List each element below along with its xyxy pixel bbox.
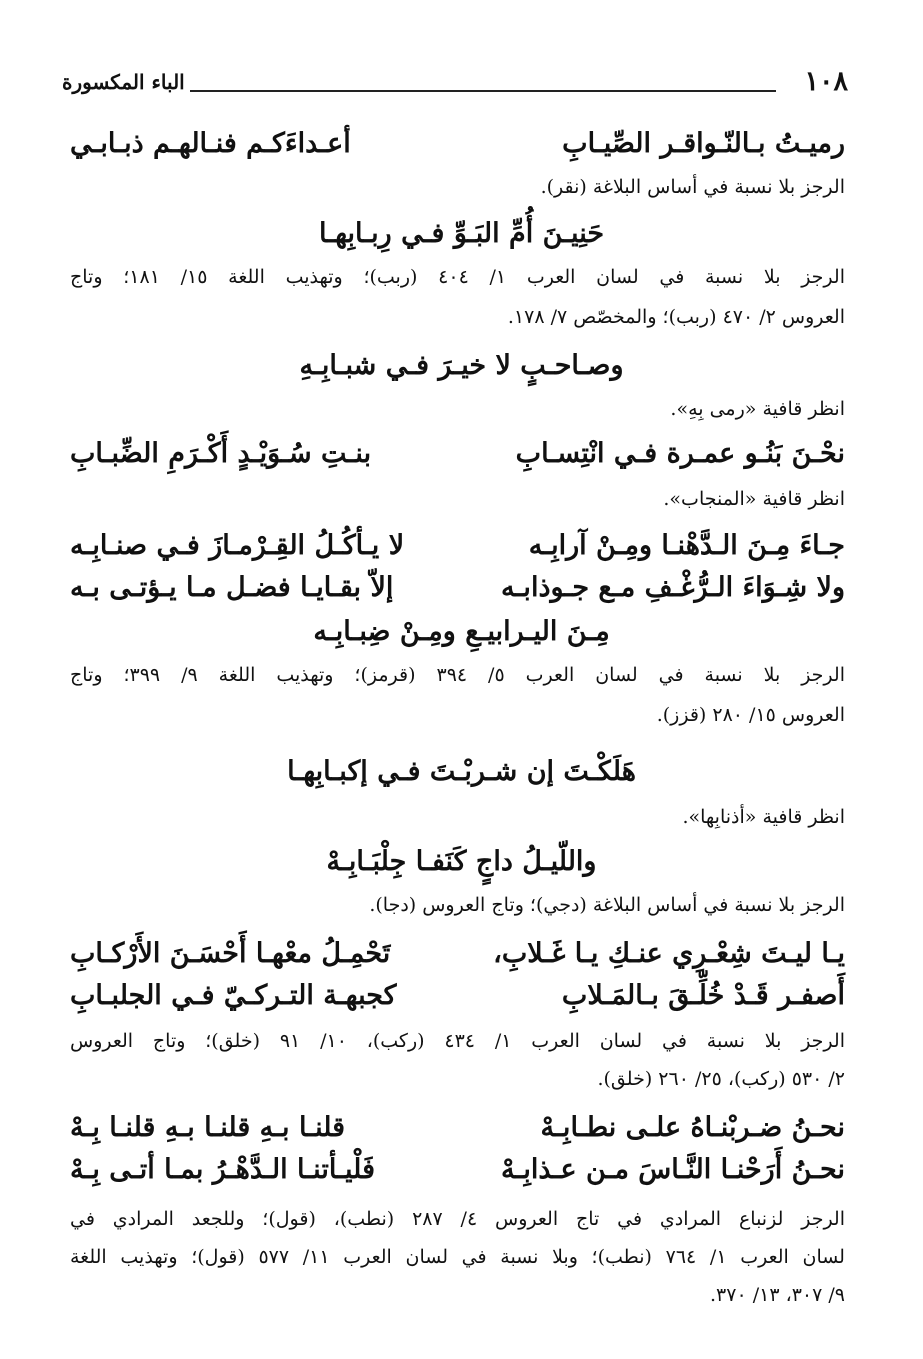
verse-hemistich-right: أَصفـر قَـدْ خُلِّـقَ بـالمَـلابِ — [561, 980, 845, 1011]
verse-hemistich-right: جـاءَ مِـنَ الـدَّهْنـا ومِـنْ آرابِـه — [528, 530, 845, 561]
source-note: ٩/ ٣٠٧، ١٣/ ٣٧٠. — [709, 1284, 845, 1306]
source-note: الرجز بلا نسبة في أساس البلاغة (دجي)؛ وتاج العروس (دجا). — [369, 894, 845, 916]
header-rule — [190, 90, 776, 92]
verse-hemistich-right: رميـتُ بـالنّـواقـر الصِّيـابِ — [562, 128, 845, 159]
source-note: انظر قافية «رمى بِهِ». — [670, 398, 845, 420]
verse-line: وصـاحـبٍ لا خيـرَ فـي شبـابِـهِ — [299, 350, 624, 381]
verse-hemistich-left: كجبهـة التـركـيّ فـي الجلبـابِ — [70, 980, 397, 1011]
source-note: الرجز بلا نسبة في أساس البلاغة (نقر). — [540, 176, 845, 198]
verse-hemistich-right: ولا شِـوَاءَ الـرُّغْـفِ مـع جـوذابـه — [501, 572, 845, 603]
verse-hemistich-right: نحـنُ أَرَحْنـا النَّـاسَ مـن عـذابِـهْ — [500, 1154, 845, 1185]
verse-hemistich-left: أعـداءَكـم فنـالهـم ذبـابـي — [70, 128, 351, 159]
verse-hemistich-left: بنـتِ سُـوَيْـدٍ أَكْـرَمِ الضِّبـابِ — [70, 438, 372, 469]
verse-line — [0, 938, 923, 982]
verse-line: واللّيـلُ داجٍ كَنَفـا جِلْبَـابِـهْ — [326, 846, 597, 877]
source-note: انظر قافية «أذنابِها». — [682, 806, 845, 828]
verse-line: مِـنَ اليـرابيـعِ ومِـنْ ضِبـابِـه — [313, 616, 610, 647]
section-title: الباء المكسورة — [62, 70, 185, 94]
verse-hemistich-left: لا يـأكُـلُ القِـرْمـازَ فـي صنـابِـه — [70, 530, 405, 561]
verse-line — [0, 572, 923, 616]
verse-hemistich-left: إلاّ بقـايـا فضـل مـا يـؤتـى بـه — [70, 572, 394, 603]
verse-hemistich-right: يـا ليـتَ شِعْـرِي عنـكِ يـا غَـلابِ، — [493, 938, 845, 969]
verse-line — [0, 1154, 923, 1198]
verse-line: هَلَكْـتَ إن شـربْـتَ فـي إكبـابِهـا — [287, 756, 636, 787]
verse-hemistich-left: قلنـا بـهِ قلنـا بـهِ قلنـا بِـهْ — [70, 1112, 346, 1143]
verse-hemistich-right: نحْـنَ بَنُـو عمـرة فـي انْتِسـابِ — [515, 438, 845, 469]
source-note: الرجز بلا نسبة في لسان العرب ٥/ ٣٩٤ (قرمز)؛ وتهذيب اللغة ٩/ ٣٩٩؛ وتاج — [70, 664, 845, 686]
verse-line — [0, 980, 923, 1024]
running-header — [62, 62, 848, 102]
source-note: ٢/ ٥٣٠ (ركب)، ٢٥/ ٢٦٠ (خلق). — [597, 1068, 845, 1090]
verse-line — [0, 1112, 923, 1156]
page-number: ١٠٨ — [804, 66, 848, 97]
verse-line — [0, 438, 923, 482]
verse-line — [0, 530, 923, 574]
source-note: الرجز بلا نسبة في لسان العرب ١/ ٤٠٤ (ربب)؛ وتهذيب اللغة ١٥/ ١٨١؛ وتاج — [70, 266, 845, 288]
source-note: انظر قافية «المنجاب». — [663, 488, 845, 510]
source-note: العروس ١٥/ ٢٨٠ (قزز). — [656, 704, 845, 726]
source-note: الرجز بلا نسبة في لسان العرب ١/ ٤٣٤ (ركب)، ١٠/ ٩١ (خلق)؛ وتاج العروس — [70, 1030, 845, 1052]
verse-hemistich-left: تَحْمِـلُ معْهـا أَحْسَـنَ الأَرْكـابِ — [70, 938, 391, 969]
source-note: لسان العرب ١/ ٧٦٤ (نطب)؛ وبلا نسبة في لسان العرب ١١/ ٥٧٧ (قول)؛ وتهذيب اللغة — [70, 1246, 845, 1268]
source-note: الرجز لزنباع المرادي في تاج العروس ٤/ ٢٨٧ (نطب)، (قول)؛ وللجعد المرادي في — [70, 1208, 845, 1230]
verse-line: حَنِيـنَ أُمِّ البَـوِّ فـي رِبـابِهـا — [318, 218, 605, 249]
verse-hemistich-right: نحـنُ ضـربْنـاهُ علـى نطـابِـهْ — [540, 1112, 845, 1143]
source-note: العروس ٢/ ٤٧٠ (ربب)؛ والمخصّص ٧/ ١٧٨. — [507, 306, 845, 328]
verse-line — [0, 128, 923, 172]
verse-hemistich-left: فَلْيـأتنـا الـدَّهْـرُ بمـا أتـى بِـهْ — [70, 1154, 375, 1185]
